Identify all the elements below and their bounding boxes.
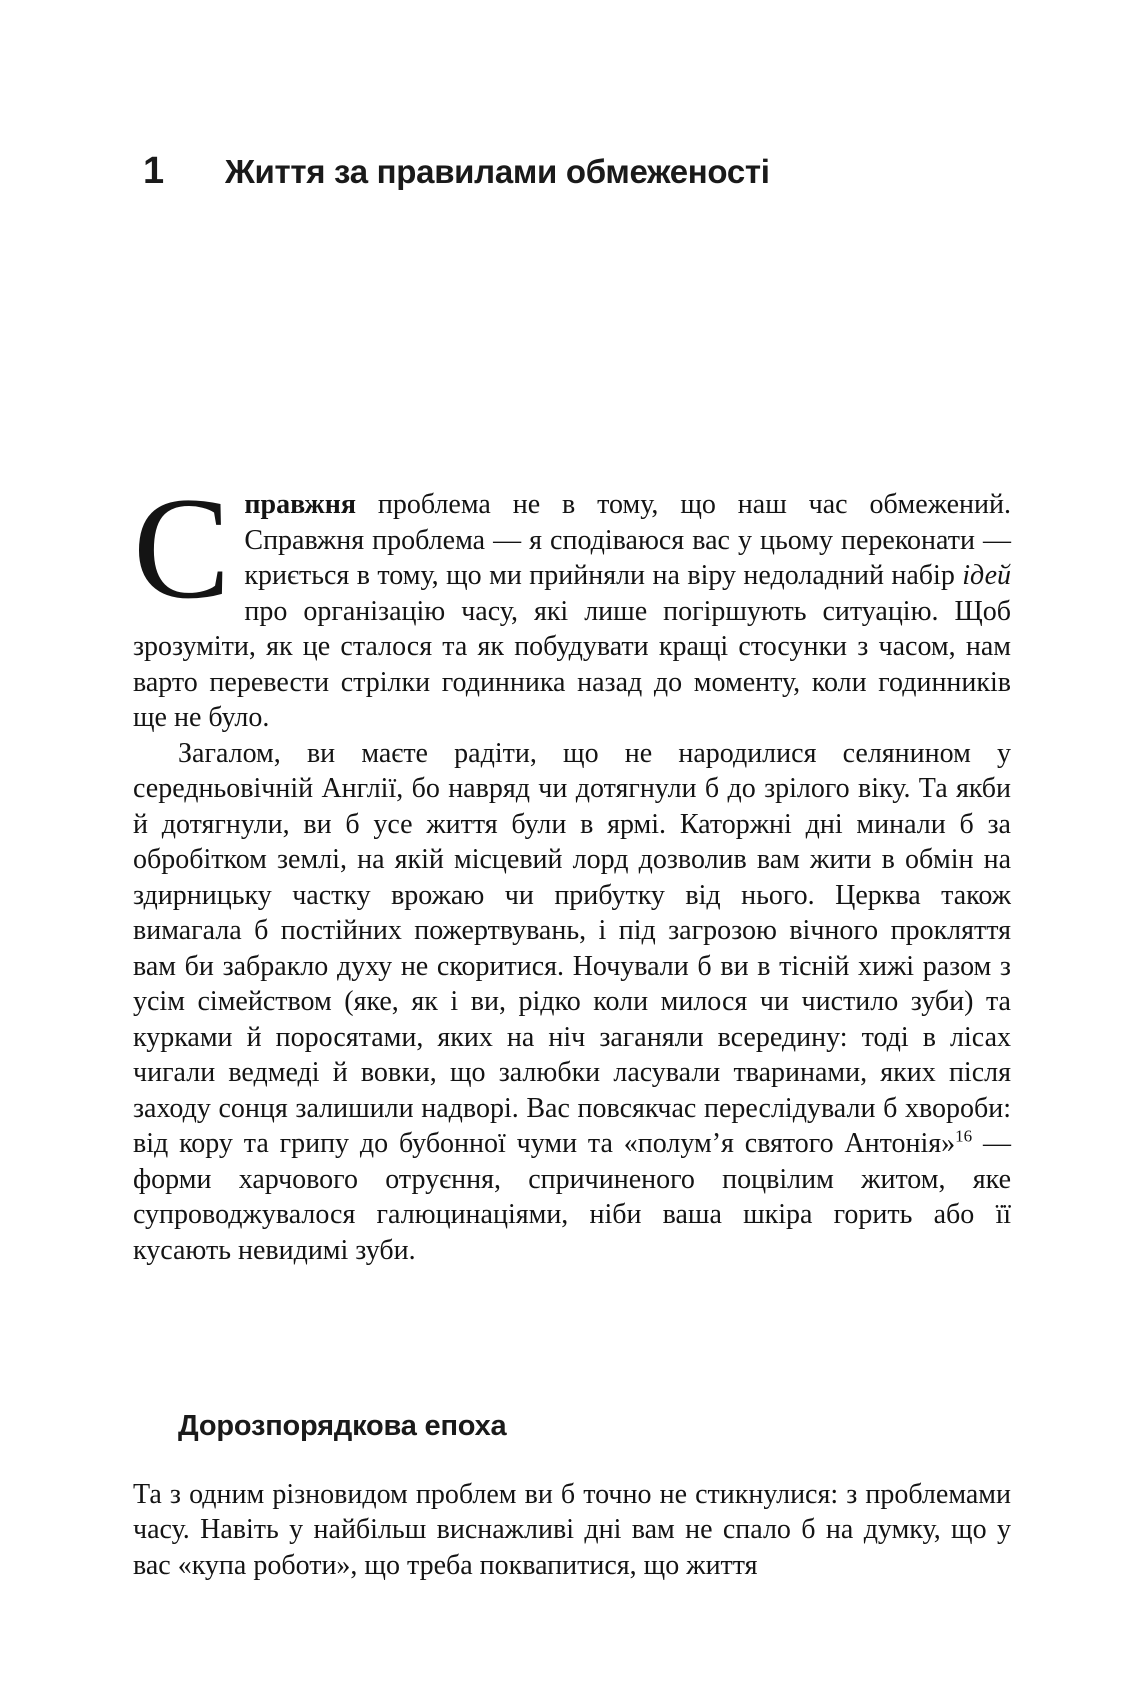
paragraph-text: проблема не в тому, що наш час обмежений. Справжня проблема — я сподіваюся вас у цьому переконати — криється в тому, що ми прийняли на віру недоладний набір [244, 489, 1011, 591]
paragraph-text: Загалом, ви маєте радіти, що не народилися селянином у середньовічній Англії, бо навряд чи дотягнули б до зрілого віку. Та якби й дотягнули, ви б усе життя були в ярмі. Каторжні дні минали б за обробітком землі, на якій місцевий лорд дозволив вам жити в обмін на здирницьку частку врожаю чи прибутку від нього. Церква також вимагала б постійних пожертвувань, і під загрозою вічного прокляття вам би забракло духу не скоритися. Ночували б ви в тісній хижі разом з усім сімейством (яке, як і ви, рідко коли милося чи чистило зуби) та курками й поросятами, яких на ніч заганяли всередину: тоді в лісах чигали ведмеді й вовки, що залюбки ласували тваринами, яких після заходу сонця залишили надворі. Вас повсякчас переслідували б хвороби: від кору та грипу до бубонної чуми та «полум’я святого Антонія» [133, 737, 1011, 1159]
paragraph-pre-schedule-era [133, 1477, 1011, 1584]
chapter-heading [143, 150, 770, 193]
footnote-reference: 16 [955, 1126, 973, 1146]
body-text [133, 467, 1011, 1583]
chapter-title: Життя за правилами обмеженості [225, 153, 770, 190]
paragraph-opening [133, 467, 1011, 736]
paragraph-text: Та з одним різновидом проблем ви б точно не стикнулися: з проблемами часу. Навіть у найбільш виснажливі дні вам не спало б на думку, що у вас «купа роботи», що треба поквапитися, що життя [133, 1478, 1011, 1581]
drop-cap: С [133, 467, 231, 629]
lead-word-bold: правжня [244, 489, 356, 520]
paragraph-medieval-life [133, 736, 1011, 1269]
italic-word: ідей [962, 560, 1011, 591]
section-heading: Дорозпорядкова епоха [178, 1410, 507, 1442]
paragraph-text: — форми харчового отруєння, спричиненого поцвілим житом, яке супроводжувалося галюцинаціями, ніби ваша шкіра горить або її кусають невидимі зуби. [133, 1128, 1011, 1266]
paragraph-text: про організацію часу, які лише погіршують ситуацію. Щоб зрозуміти, як це сталося та як побудувати кращі стосунки з часом, нам варто перевести стрілки годинника назад до моменту, коли годинників ще не було. [133, 595, 1011, 733]
chapter-number: 1 [143, 150, 165, 192]
